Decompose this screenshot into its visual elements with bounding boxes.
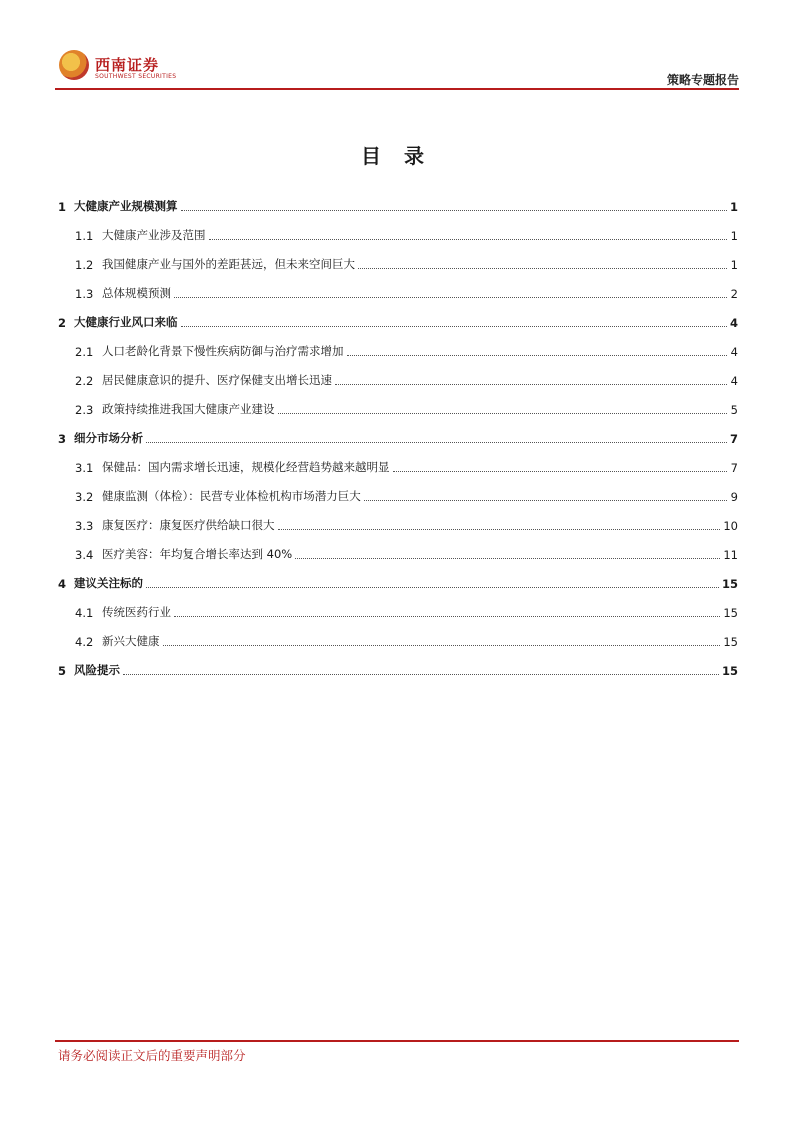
toc-leader-dots	[146, 586, 719, 588]
toc-entry-number: 3.4	[75, 548, 94, 562]
toc-entry-number: 2.2	[75, 374, 94, 388]
toc-entry[interactable]	[58, 446, 738, 475]
toc-leader-dots	[347, 354, 728, 356]
toc-entry-label: 总体规模预测	[102, 286, 171, 300]
toc-entry-number: 2.1	[75, 345, 94, 359]
toc-leader-dots	[278, 412, 728, 414]
toc-entry-label: 政策持续推进我国大健康产业建设	[102, 402, 275, 416]
toc-entry[interactable]	[58, 533, 738, 562]
toc-leader-dots	[146, 441, 727, 443]
toc-entry-number: 3	[58, 432, 67, 446]
toc-entry-label: 保健品：国内需求增长迅速，规模化经营趋势越来越明显	[102, 460, 390, 474]
toc-entry[interactable]	[58, 620, 738, 649]
toc-entry-page: 10	[723, 519, 738, 533]
toc-leader-dots	[335, 383, 727, 385]
toc-entry[interactable]	[58, 330, 738, 359]
toc-entry[interactable]	[58, 562, 738, 591]
toc-entry-label: 健康监测（体检）：民营专业体检机构市场潜力巨大	[102, 489, 361, 503]
toc-entry-page: 15	[721, 664, 738, 678]
toc-entry-page: 1	[730, 258, 738, 272]
toc-entry[interactable]	[58, 359, 738, 388]
toc-leader-dots	[393, 470, 728, 472]
toc-entry-number: 2.3	[75, 403, 94, 417]
toc-entry[interactable]	[58, 504, 738, 533]
toc-entry[interactable]	[58, 591, 738, 620]
toc-entry-label: 风险提示	[74, 663, 120, 677]
toc-entry[interactable]	[58, 185, 738, 214]
toc-entry-page: 5	[730, 403, 738, 417]
footer-disclaimer: 请务必阅读正文后的重要声明部分	[58, 1048, 246, 1063]
toc-entry-number: 1.3	[75, 287, 94, 301]
toc-entry-label: 新兴大健康	[102, 634, 160, 648]
toc-entry-number: 4	[58, 577, 67, 591]
toc-entry[interactable]	[58, 417, 738, 446]
toc-entry[interactable]	[58, 272, 738, 301]
toc-title: 目 录	[361, 144, 432, 168]
toc-leader-dots	[181, 325, 727, 327]
toc-entry-label: 居民健康意识的提升、医疗保健支出增长迅速	[102, 373, 332, 387]
footer-divider	[55, 1040, 739, 1042]
toc-entry-label: 人口老龄化背景下慢性疾病防御与治疗需求增加	[102, 344, 344, 358]
toc-entry-label: 大健康产业规模测算	[74, 199, 178, 213]
toc-entry-page: 7	[729, 432, 738, 446]
toc-leader-dots	[174, 296, 727, 298]
toc-entry-page: 4	[729, 316, 738, 330]
toc-entry-page: 9	[730, 490, 738, 504]
toc-entry[interactable]	[58, 243, 738, 272]
toc-entry[interactable]	[58, 649, 738, 678]
toc-entry-page: 15	[723, 635, 738, 649]
toc-entry-page: 1	[729, 200, 738, 214]
toc-entry[interactable]	[58, 301, 738, 330]
brand-logo	[55, 44, 195, 88]
toc-entry-number: 1	[58, 200, 67, 214]
table-of-contents	[58, 185, 738, 678]
toc-entry-label: 细分市场分析	[74, 431, 143, 445]
toc-leader-dots	[181, 209, 727, 211]
toc-entry-label: 大健康行业风口来临	[74, 315, 178, 329]
brand-name: 西南证券	[95, 56, 160, 74]
toc-entry-page: 4	[730, 345, 738, 359]
toc-entry-number: 3.3	[75, 519, 94, 533]
toc-entry[interactable]	[58, 475, 738, 504]
brand-logo-icon	[59, 50, 89, 80]
toc-leader-dots	[295, 557, 720, 559]
toc-leader-dots	[174, 615, 720, 617]
toc-entry-page: 11	[723, 548, 738, 562]
toc-entry-number: 5	[58, 664, 67, 678]
toc-leader-dots	[123, 673, 719, 675]
toc-entry-label: 传统医药行业	[102, 605, 171, 619]
toc-leader-dots	[209, 238, 728, 240]
toc-entry-page: 15	[721, 577, 738, 591]
toc-entry-number: 3.1	[75, 461, 94, 475]
toc-entry-label: 医疗美容：年均复合增长率达到 40%	[102, 547, 293, 561]
toc-entry-label: 我国健康产业与国外的差距甚远，但未来空间巨大	[102, 257, 355, 271]
toc-entry-number: 3.2	[75, 490, 94, 504]
brand-subtitle: SOUTHWEST SECURITIES	[95, 73, 177, 80]
header-divider	[55, 88, 739, 90]
page-header	[55, 44, 739, 88]
toc-leader-dots	[358, 267, 727, 269]
toc-entry-page: 15	[723, 606, 738, 620]
toc-entry-number: 2	[58, 316, 67, 330]
toc-entry-label: 康复医疗：康复医疗供给缺口很大	[102, 518, 275, 532]
toc-entry-label: 建议关注标的	[74, 576, 143, 590]
toc-entry-label: 大健康产业涉及范围	[102, 228, 206, 242]
toc-entry-page: 4	[730, 374, 738, 388]
toc-leader-dots	[163, 644, 721, 646]
toc-leader-dots	[278, 528, 721, 530]
toc-entry-page: 7	[730, 461, 738, 475]
toc-entry-page: 1	[730, 229, 738, 243]
toc-entry-number: 1.2	[75, 258, 94, 272]
toc-entry[interactable]	[58, 214, 738, 243]
toc-entry[interactable]	[58, 388, 738, 417]
toc-leader-dots	[364, 499, 727, 501]
toc-entry-page: 2	[730, 287, 738, 301]
toc-entry-number: 4.1	[75, 606, 94, 620]
toc-entry-number: 4.2	[75, 635, 94, 649]
report-type: 策略专题报告	[666, 73, 739, 87]
toc-entry-number: 1.1	[75, 229, 94, 243]
